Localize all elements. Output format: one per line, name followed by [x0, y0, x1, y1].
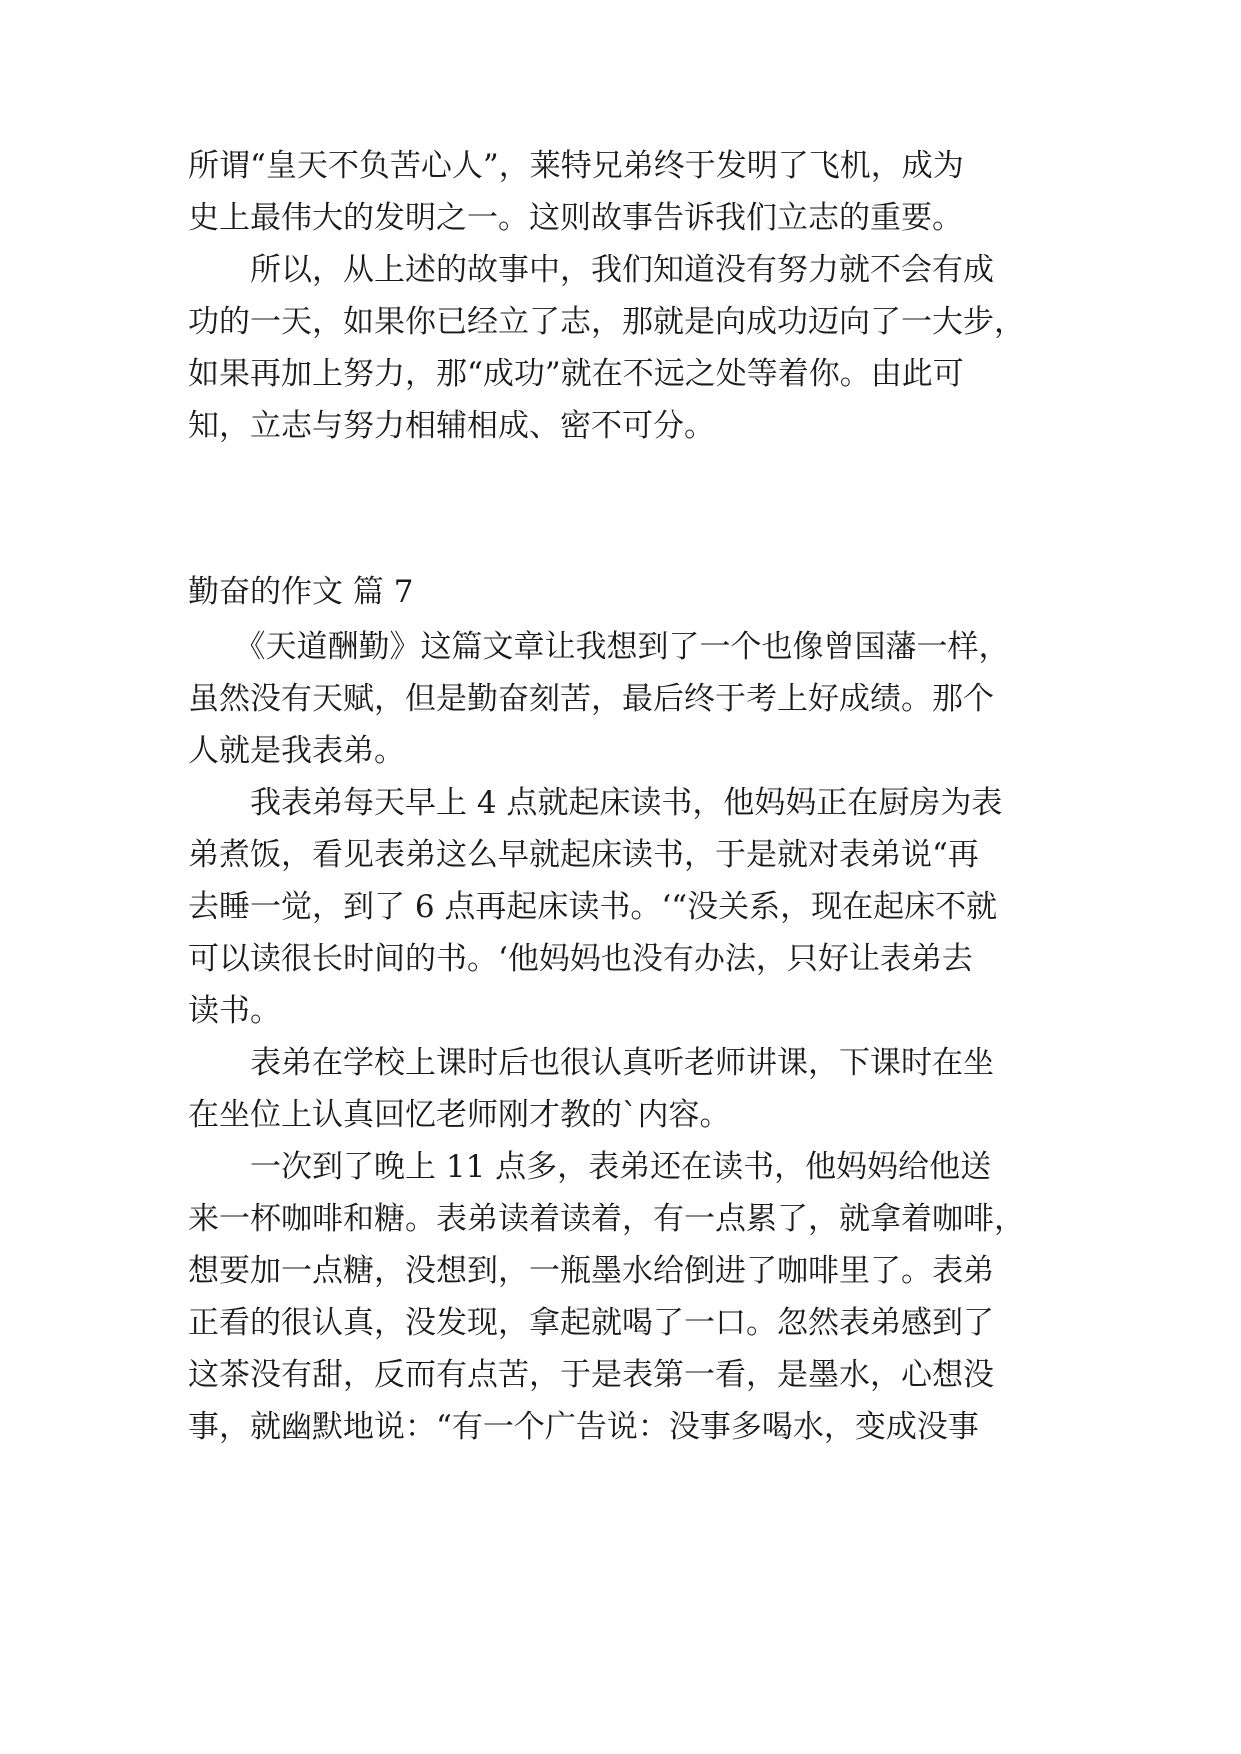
text-line: 读书。 — [188, 993, 281, 1029]
text-line: 可以读很长时间的书。‘他妈妈也没有办法，只好让表弟去 — [188, 941, 973, 977]
paragraph — [188, 777, 1048, 1037]
text-line: 正看的很认真，没发现，拿起就喝了一口。忽然表弟感到了 — [188, 1305, 994, 1341]
text-line: 如果再加上努力，那“成功”就在不远之处等着你。由此可 — [188, 356, 964, 392]
text-line: 事，就幽默地说：“有一个广告说：没事多喝水，变成没事 — [188, 1409, 979, 1445]
text-line: 想要加一点糖，没想到，一瓶墨水给倒进了咖啡里了。表弟 — [188, 1253, 994, 1289]
text-line: 人就是我表弟。 — [188, 733, 405, 769]
text-line: 《天道酬勤》这篇文章让我想到了一个也像曾国藩一样， — [188, 629, 1010, 665]
text-line: 知，立志与努力相辅相成、密不可分。 — [188, 408, 715, 444]
paragraph — [188, 1037, 1048, 1141]
text-line: 一次到了晚上 11 点多，表弟还在读书，他妈妈给他送 — [188, 1149, 992, 1185]
text-line: 史上最伟大的发明之一。这则故事告诉我们立志的重要。 — [188, 200, 963, 236]
text-line: 去睡一觉，到了 6 点再起床读书。‘“没关系，现在起床不就 — [188, 889, 998, 925]
text-line: 弟煮饭，看见表弟这么早就起床读书，于是就对表弟说“再 — [188, 837, 979, 873]
section-heading: 勤奋的作文 篇 7 — [188, 574, 414, 610]
text-line: 这茶没有甜，反而有点苦，于是表第一看，是墨水，心想没 — [188, 1357, 994, 1393]
top-paragraphs — [188, 140, 1048, 452]
text-line: 虽然没有天赋，但是勤奋刻苦，最后终于考上好成绩。那个 — [188, 681, 994, 717]
text-line: 表弟在学校上课时后也很认真听老师讲课，下课时在坐 — [188, 1045, 994, 1081]
paragraph — [188, 244, 1048, 452]
text-line: 来一杯咖啡和糖。表弟读着读着，有一点累了，就拿着咖啡， — [188, 1201, 1025, 1237]
paragraph — [188, 621, 1048, 777]
text-line: 在坐位上认真回忆老师刚才教的`内容。 — [188, 1097, 731, 1133]
paragraph — [188, 140, 1048, 244]
bottom-paragraphs — [188, 621, 1048, 1453]
paragraph — [188, 1141, 1048, 1453]
text-line: 所谓“皇天不负苦心人”，莱特兄弟终于发明了飞机，成为 — [188, 148, 964, 184]
text-line: 所以，从上述的故事中，我们知道没有努力就不会有成 — [188, 252, 994, 288]
text-line: 我表弟每天早上 4 点就起床读书，他妈妈正在厨房为表 — [188, 785, 1003, 821]
text-line: 功的一天，如果你已经立了志，那就是向成功迈向了一大步， — [188, 304, 1025, 340]
